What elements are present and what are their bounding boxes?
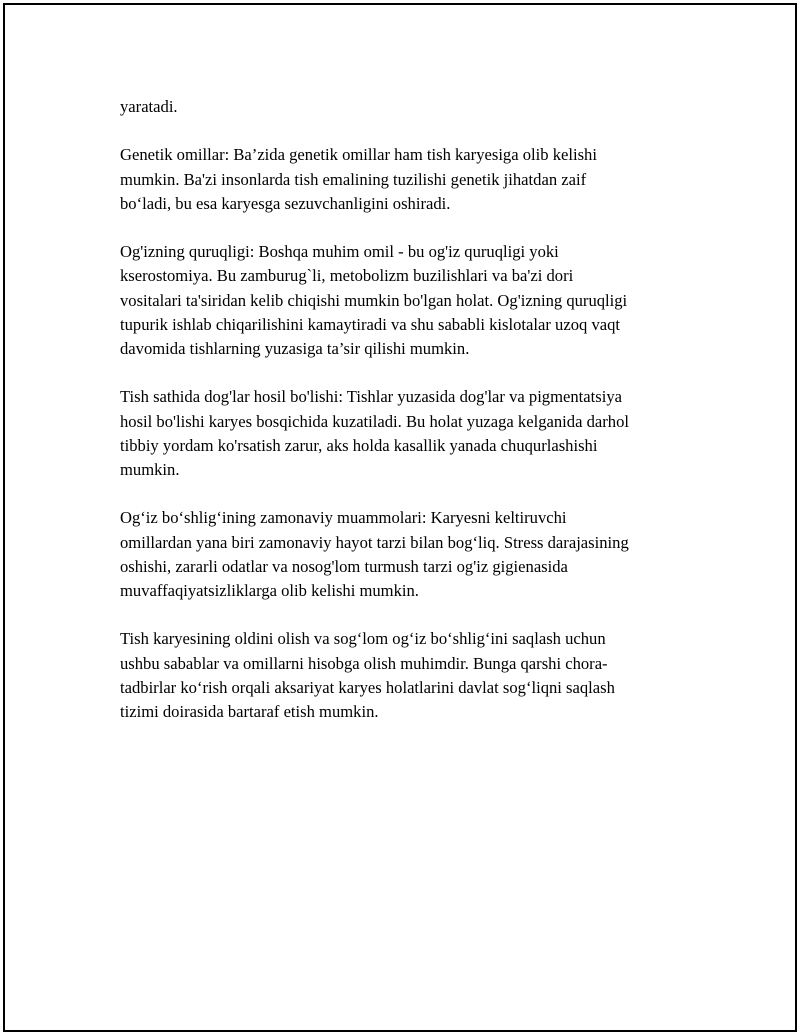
- paragraph-prevention: Tish karyesining oldini olish va sog‘lom og‘iz bo‘shlig‘ini saqlash uchun ushbu sabablar va omillarni hisobga olish muhimdir. Bunga qarshi chora- tadbirlar ko‘rish orqali aksariyat karyes holatlarini davlat sog‘liqni saqlash tizimi doirasida bartaraf etish mumkin.: [120, 629, 615, 721]
- document-body: [120, 95, 690, 748]
- document-page: [3, 3, 797, 1032]
- paragraph-continuation: yaratadi.: [120, 97, 178, 116]
- paragraph-tooth-stains: Tish sathida dog'lar hosil bo'lishi: Tishlar yuzasida dog'lar va pigmentatsiya hosil bo'lishi karyes bosqichida kuzatiladi. Bu holat yuzaga kelganida darhol tibbiy yordam ko'rsatish zarur, aks holda kasallik yanada chuqurlashishi mumkin.: [120, 387, 629, 479]
- paragraph-dry-mouth: Og'izning quruqligi: Boshqa muhim omil - bu og'iz quruqligi yoki kserostomiya. Bu zamburug`li, metobolizm buzilishlari va ba'zi dori vositalari ta'siridan kelib chiqishi mumkin bo'lgan holat. Og'izning quruqligi tupurik ishlab chiqarilishini kamaytiradi va shu sababli kislotalar uzoq vaqt davomida tishlarning yuzasiga ta’sir qilishi mumkin.: [120, 242, 628, 358]
- paragraph-genetic-factors: Genetik omillar: Ba’zida genetik omillar ham tish karyesiga olib kelishi mumkin. Ba'zi insonlarda tish emalining tuzilishi genetik jihatdan zaif bo‘ladi, bu esa karyesga sezuvchanligini oshiradi.: [120, 145, 597, 213]
- paragraph-modern-problems: Og‘iz bo‘shlig‘ining zamonaviy muammolari: Karyesni keltiruvchi omillardan yana biri zamonaviy hayot tarzi bilan bog‘liq. Stress darajasining oshishi, zararli odatlar va nosog'lom turmush tarzi og'iz gigienasida muvaffaqiyatsizliklarga olib kelishi mumkin.: [120, 508, 629, 600]
